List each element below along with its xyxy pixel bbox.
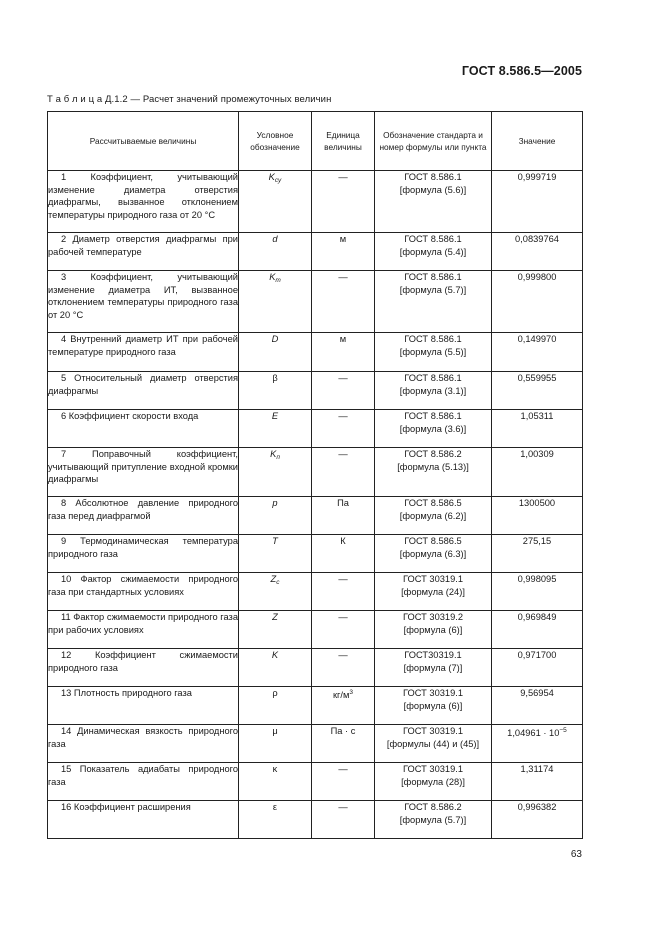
value-cell bbox=[492, 333, 583, 372]
column-header-reference: Обозначение стандарта и номер формулы или пункта bbox=[375, 112, 492, 171]
column-header-unit: Единица величины bbox=[312, 112, 375, 171]
symbol-cell bbox=[239, 171, 312, 233]
value-cell bbox=[492, 448, 583, 497]
table-row bbox=[48, 271, 583, 333]
symbol: T bbox=[272, 536, 278, 546]
quantity-name-cell bbox=[48, 271, 239, 333]
reference-standard: ГОСТ 8.586.1 bbox=[404, 411, 462, 421]
quantity-name: 3 Коэффициент, учитывающий изменение диаметра ИТ, вызванное отклонением температуры природного газа от 20 °С bbox=[48, 272, 238, 320]
symbol-subscript: с bbox=[276, 579, 280, 586]
reference-formula: [формула (5.6)] bbox=[399, 184, 467, 195]
symbol-cell bbox=[239, 573, 312, 611]
value: 1,05311 bbox=[520, 411, 554, 421]
value: 0,999800 bbox=[517, 272, 557, 282]
reference-formula: [формула (6.3)] bbox=[399, 548, 467, 559]
reference-standard: ГОСТ 8.586.1 bbox=[404, 172, 462, 182]
unit-cell bbox=[312, 271, 375, 333]
unit-cell bbox=[312, 171, 375, 233]
symbol-cell bbox=[239, 372, 312, 410]
value-cell bbox=[492, 801, 583, 839]
quantity-name: 13 Плотность природного газа bbox=[61, 688, 192, 698]
unit-cell bbox=[312, 497, 375, 535]
value: 0,998095 bbox=[517, 574, 557, 584]
symbol: K bbox=[270, 449, 277, 459]
value: 0,559955 bbox=[517, 373, 557, 383]
unit-cell bbox=[312, 611, 375, 649]
reference-standard: ГОСТ 30319.1 bbox=[402, 574, 464, 584]
symbol-cell bbox=[239, 448, 312, 497]
reference-formula: [формула (5.4)] bbox=[399, 246, 467, 257]
reference-formula: [формула (6)] bbox=[403, 700, 463, 711]
table-row bbox=[48, 410, 583, 448]
value: 0,971700 bbox=[517, 650, 557, 660]
symbol-cell bbox=[239, 333, 312, 372]
reference-cell bbox=[375, 611, 492, 649]
table-row bbox=[48, 372, 583, 410]
quantity-name-cell bbox=[48, 649, 239, 687]
reference-formula: [формула (28)] bbox=[401, 776, 465, 787]
symbol-subscript: т bbox=[275, 277, 281, 284]
unit: Па bbox=[337, 498, 349, 508]
symbol-cell bbox=[239, 410, 312, 448]
quantity-name-cell bbox=[48, 372, 239, 410]
value-cell bbox=[492, 271, 583, 333]
table-row bbox=[48, 649, 583, 687]
value-cell bbox=[492, 573, 583, 611]
calculation-table bbox=[47, 111, 583, 839]
quantity-name: 6 Коэффициент скорости входа bbox=[61, 411, 199, 421]
reference-formula: [формула (3.1)] bbox=[399, 385, 467, 396]
unit-cell bbox=[312, 763, 375, 801]
value: 9,56954 bbox=[520, 688, 554, 698]
reference-standard: ГОСТ 30319.1 bbox=[402, 726, 464, 736]
table-row bbox=[48, 801, 583, 839]
table-row bbox=[48, 763, 583, 801]
value-cell bbox=[492, 410, 583, 448]
symbol-cell bbox=[239, 271, 312, 333]
symbol: Z bbox=[272, 612, 278, 622]
value: 1300500 bbox=[518, 498, 556, 508]
unit: Па · с bbox=[330, 726, 356, 736]
table-row bbox=[48, 611, 583, 649]
symbol-cell bbox=[239, 233, 312, 271]
quantity-name: 12 Коэффициент сжимаемости природного газа bbox=[48, 650, 238, 673]
reference-cell bbox=[375, 233, 492, 271]
column-header-symbol: Условное обозначение bbox=[239, 112, 312, 171]
value: 0,149970 bbox=[517, 334, 557, 344]
value: 0,969849 bbox=[517, 612, 557, 622]
unit-superscript: 3 bbox=[349, 689, 354, 696]
reference-cell bbox=[375, 271, 492, 333]
unit: — bbox=[338, 574, 348, 584]
unit-cell bbox=[312, 687, 375, 725]
value: 275,15 bbox=[522, 536, 552, 546]
unit-cell bbox=[312, 372, 375, 410]
unit: — bbox=[338, 449, 348, 459]
unit-cell bbox=[312, 725, 375, 763]
reference-standard: ГОСТ 8.586.5 bbox=[404, 536, 462, 546]
reference-cell bbox=[375, 687, 492, 725]
reference-formula: [формула (6)] bbox=[403, 624, 463, 635]
table-row bbox=[48, 573, 583, 611]
reference-cell bbox=[375, 333, 492, 372]
unit-cell bbox=[312, 233, 375, 271]
reference-standard: ГОСТ 8.586.1 bbox=[404, 334, 462, 344]
symbol: D bbox=[271, 334, 279, 344]
table-row bbox=[48, 448, 583, 497]
reference-formula: [формула (24)] bbox=[401, 586, 465, 597]
reference-standard: ГОСТ 8.586.1 bbox=[404, 272, 462, 282]
value-cell bbox=[492, 233, 583, 271]
table-row bbox=[48, 171, 583, 233]
value: 1,31174 bbox=[520, 764, 554, 774]
column-header-value: Значение bbox=[492, 112, 583, 171]
quantity-name: 8 Абсолютное давление природного газа перед диафрагмой bbox=[48, 498, 238, 521]
quantity-name: 1 Коэффициент, учитывающий изменение диаметра отверстия диафрагмы, вызванное отклонением температуры природного газа от 20 °С bbox=[48, 172, 238, 220]
quantity-name-cell bbox=[48, 573, 239, 611]
reference-cell bbox=[375, 372, 492, 410]
reference-formula: [формула (5.7)] bbox=[399, 284, 467, 295]
quantity-name: 11 Фактор сжимаемости природного газа при рабочих условиях bbox=[48, 612, 238, 635]
reference-cell bbox=[375, 410, 492, 448]
quantity-name-cell bbox=[48, 233, 239, 271]
symbol: K bbox=[269, 272, 276, 282]
quantity-name: 15 Показатель адиабаты природного газа bbox=[48, 764, 238, 787]
quantity-name-cell bbox=[48, 535, 239, 573]
value-cell bbox=[492, 611, 583, 649]
table-title: Т а б л и ц а Д.1.2 — Расчет значений промежуточных величин bbox=[47, 94, 332, 105]
reference-standard: ГОСТ30319.1 bbox=[404, 650, 462, 660]
reference-standard: ГОСТ 8.586.2 bbox=[404, 802, 462, 812]
reference-standard: ГОСТ 8.586.2 bbox=[404, 449, 462, 459]
quantity-name-cell bbox=[48, 725, 239, 763]
page-number: 63 bbox=[570, 849, 582, 860]
reference-standard: ГОСТ 8.586.1 bbox=[404, 234, 462, 244]
table-row bbox=[48, 333, 583, 372]
value-cell bbox=[492, 535, 583, 573]
table-row bbox=[48, 687, 583, 725]
unit-cell bbox=[312, 649, 375, 687]
quantity-name: 9 Термодинамическая температура природного газа bbox=[48, 536, 238, 559]
symbol: K bbox=[268, 172, 275, 182]
table-row bbox=[48, 497, 583, 535]
symbol-cell bbox=[239, 763, 312, 801]
value: 0,996382 bbox=[517, 802, 557, 812]
value-cell bbox=[492, 649, 583, 687]
reference-cell bbox=[375, 171, 492, 233]
symbol: K bbox=[271, 650, 279, 660]
unit: — bbox=[338, 411, 348, 421]
quantity-name-cell bbox=[48, 497, 239, 535]
reference-standard: ГОСТ 8.586.5 bbox=[404, 498, 462, 508]
unit: — bbox=[338, 373, 348, 383]
symbol: Z bbox=[270, 574, 277, 584]
document-code: ГОСТ 8.586.5—2005 bbox=[461, 64, 582, 78]
symbol: β bbox=[272, 373, 278, 383]
reference-cell bbox=[375, 649, 492, 687]
symbol: ρ bbox=[272, 688, 278, 698]
symbol: E bbox=[271, 411, 279, 421]
symbol: κ bbox=[272, 764, 278, 774]
reference-formula: [формула (7)] bbox=[403, 662, 463, 673]
symbol-subscript: су bbox=[274, 177, 282, 184]
symbol-subscript: п bbox=[276, 454, 280, 461]
quantity-name-cell bbox=[48, 687, 239, 725]
value-cell bbox=[492, 171, 583, 233]
unit: кг/м bbox=[332, 690, 350, 700]
reference-formula: [формула (5.13)] bbox=[397, 461, 469, 472]
value: 0,999719 bbox=[517, 172, 557, 182]
reference-cell bbox=[375, 535, 492, 573]
symbol-cell bbox=[239, 649, 312, 687]
symbol-cell bbox=[239, 725, 312, 763]
value-exponent: −5 bbox=[559, 727, 567, 734]
unit: К bbox=[340, 536, 346, 546]
value: 1,00309 bbox=[520, 449, 554, 459]
reference-formula: [формула (5.7)] bbox=[399, 814, 467, 825]
reference-formula: [формула (3.6)] bbox=[399, 423, 467, 434]
reference-standard: ГОСТ 30319.1 bbox=[402, 764, 464, 774]
value-cell bbox=[492, 372, 583, 410]
symbol-cell bbox=[239, 497, 312, 535]
unit-cell bbox=[312, 448, 375, 497]
reference-cell bbox=[375, 801, 492, 839]
unit: — bbox=[338, 612, 348, 622]
reference-standard: ГОСТ 30319.1 bbox=[402, 688, 464, 698]
symbol-cell bbox=[239, 687, 312, 725]
value-cell bbox=[492, 497, 583, 535]
quantity-name: 5 Относительный диаметр отверстия диафрагмы bbox=[48, 373, 238, 396]
quantity-name-cell bbox=[48, 333, 239, 372]
reference-cell bbox=[375, 725, 492, 763]
reference-cell bbox=[375, 763, 492, 801]
table-header-row bbox=[48, 112, 583, 171]
reference-formula: [формула (5.5)] bbox=[399, 346, 467, 357]
symbol-cell bbox=[239, 801, 312, 839]
unit: — bbox=[338, 272, 348, 282]
unit-cell bbox=[312, 333, 375, 372]
quantity-name: 14 Динамическая вязкость природного газа bbox=[48, 726, 238, 749]
symbol: ε bbox=[272, 802, 278, 812]
reference-cell bbox=[375, 573, 492, 611]
value-cell bbox=[492, 763, 583, 801]
quantity-name-cell bbox=[48, 611, 239, 649]
quantity-name-cell bbox=[48, 763, 239, 801]
value-cell bbox=[492, 687, 583, 725]
table-body bbox=[48, 171, 583, 839]
symbol-cell bbox=[239, 611, 312, 649]
value: 1,04961 · 10 bbox=[507, 728, 560, 738]
reference-formula: [формула (6.2)] bbox=[399, 510, 467, 521]
symbol-cell bbox=[239, 535, 312, 573]
table-row bbox=[48, 233, 583, 271]
value-cell bbox=[492, 725, 583, 763]
quantity-name: 16 Коэффициент расширения bbox=[61, 802, 191, 812]
unit: м bbox=[339, 334, 347, 344]
value: 0,0839764 bbox=[515, 234, 559, 244]
symbol: μ bbox=[272, 726, 278, 736]
unit: м bbox=[339, 234, 347, 244]
reference-cell bbox=[375, 448, 492, 497]
unit-cell bbox=[312, 801, 375, 839]
reference-standard: ГОСТ 8.586.1 bbox=[404, 373, 462, 383]
reference-cell bbox=[375, 497, 492, 535]
table-row bbox=[48, 725, 583, 763]
quantity-name-cell bbox=[48, 448, 239, 497]
quantity-name: 2 Диаметр отверстия диафрагмы при рабочей температуре bbox=[48, 234, 238, 257]
quantity-name-cell bbox=[48, 410, 239, 448]
quantity-name: 4 Внутренний диаметр ИТ при рабочей температуре природного газа bbox=[48, 334, 238, 357]
symbol: p bbox=[272, 498, 278, 508]
quantity-name-cell bbox=[48, 171, 239, 233]
unit-cell bbox=[312, 573, 375, 611]
unit-cell bbox=[312, 410, 375, 448]
quantity-name: 7 Поправочный коэффициент, учитывающий притупление входной кромки диафрагмы bbox=[48, 449, 238, 484]
reference-formula: [формулы (44) и (45)] bbox=[386, 738, 480, 749]
column-header-quantity: Рассчитываемые величины bbox=[48, 112, 239, 171]
reference-standard: ГОСТ 30319.2 bbox=[402, 612, 464, 622]
table-row bbox=[48, 535, 583, 573]
unit-cell bbox=[312, 535, 375, 573]
quantity-name-cell bbox=[48, 801, 239, 839]
unit: — bbox=[338, 764, 348, 774]
unit: — bbox=[338, 802, 348, 812]
quantity-name: 10 Фактор сжимаемости природного газа при стандартных условиях bbox=[48, 574, 238, 597]
unit: — bbox=[338, 172, 348, 182]
unit: — bbox=[338, 650, 348, 660]
symbol: d bbox=[272, 234, 278, 244]
